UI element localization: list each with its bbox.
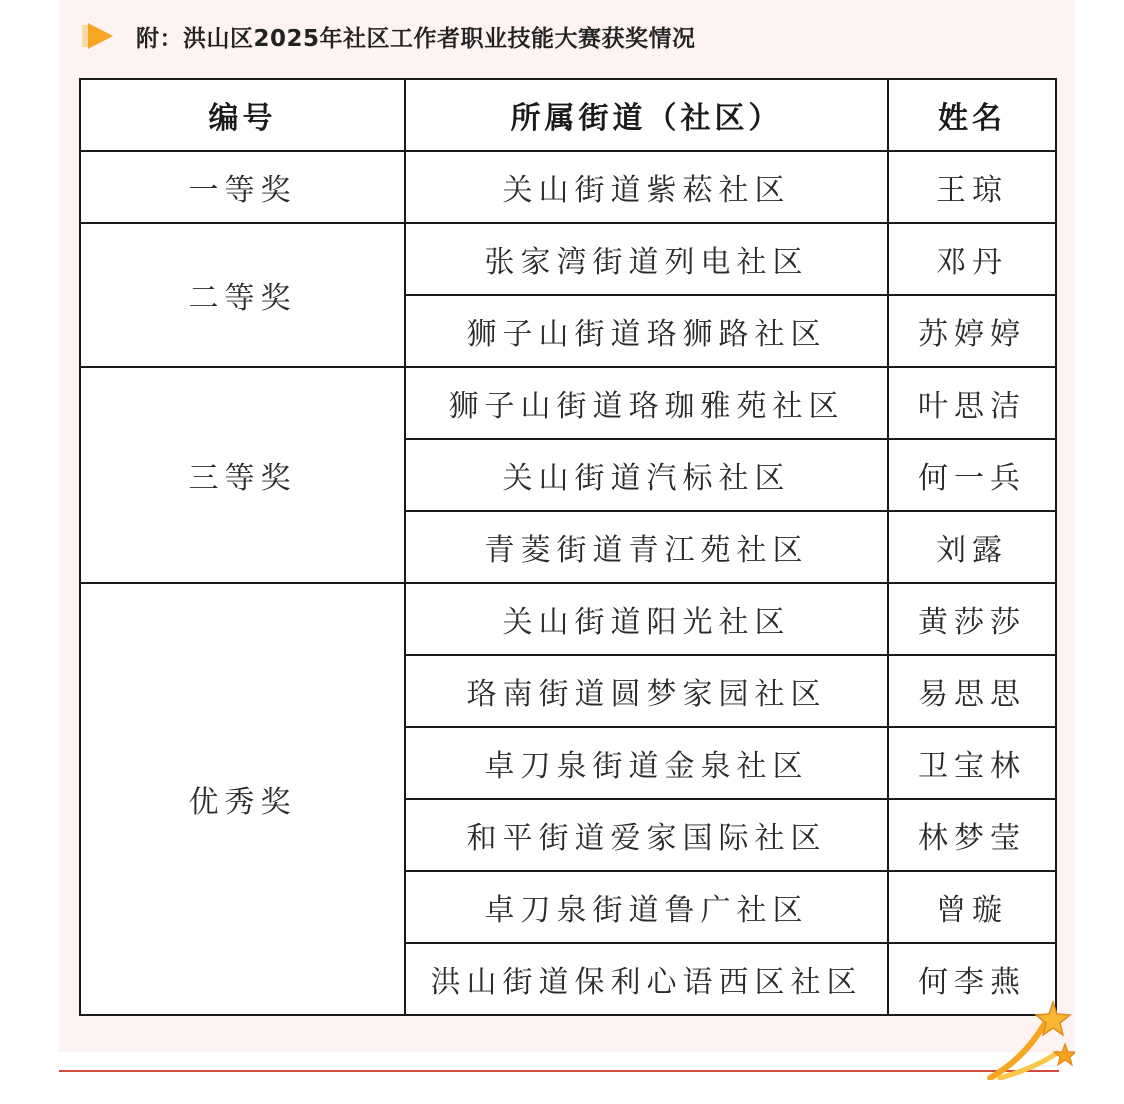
- street-cell: 洪山街道保利心语西区社区: [405, 943, 888, 1015]
- street-cell: 珞南街道圆梦家园社区: [405, 655, 888, 727]
- winner-name-cell: 何一兵: [888, 439, 1056, 511]
- winner-name-cell: 黄莎莎: [888, 583, 1056, 655]
- awards-table: [79, 78, 1057, 1016]
- street-cell: 青菱街道青江苑社区: [405, 511, 888, 583]
- winner-name-cell: 何李燕: [888, 943, 1056, 1015]
- table-row: [80, 151, 1056, 223]
- table-body: [80, 151, 1056, 1015]
- street-cell: 关山街道紫菘社区: [405, 151, 888, 223]
- winner-name-cell: 林梦莹: [888, 799, 1056, 871]
- header-street: 所属街道（社区）: [405, 79, 888, 151]
- winner-name-cell: 曾璇: [888, 871, 1056, 943]
- table-row: [80, 223, 1056, 295]
- award-level-cell: 二等奖: [80, 223, 405, 367]
- street-cell: 关山街道阳光社区: [405, 583, 888, 655]
- winner-name-cell: 卫宝林: [888, 727, 1056, 799]
- street-cell: 狮子山街道珞珈雅苑社区: [405, 367, 888, 439]
- award-level-cell: 一等奖: [80, 151, 405, 223]
- winner-name-cell: 苏婷婷: [888, 295, 1056, 367]
- street-cell: 卓刀泉街道金泉社区: [405, 727, 888, 799]
- header-number: 编号: [80, 79, 405, 151]
- header-name: 姓名: [888, 79, 1056, 151]
- street-cell: 狮子山街道珞狮路社区: [405, 295, 888, 367]
- page-title: 附：洪山区2025年社区工作者职业技能大赛获奖情况: [136, 25, 696, 52]
- street-cell: 卓刀泉街道鲁广社区: [405, 871, 888, 943]
- table-header-row: [80, 79, 1056, 151]
- street-cell: 和平街道爱家国际社区: [405, 799, 888, 871]
- street-cell: 关山街道汽标社区: [405, 439, 888, 511]
- award-level-cell: 三等奖: [80, 367, 405, 583]
- shooting-star-icon: [985, 998, 1075, 1080]
- winner-name-cell: 刘露: [888, 511, 1056, 583]
- winner-name-cell: 易思思: [888, 655, 1056, 727]
- winner-name-cell: 邓丹: [888, 223, 1056, 295]
- section-heading: [80, 16, 696, 56]
- bottom-divider: [59, 1070, 1059, 1072]
- street-cell: 张家湾街道列电社区: [405, 223, 888, 295]
- table-row: [80, 583, 1056, 655]
- winner-name-cell: 叶思洁: [888, 367, 1056, 439]
- table-row: [80, 367, 1056, 439]
- award-level-cell: 优秀奖: [80, 583, 405, 1015]
- winner-name-cell: 王琼: [888, 151, 1056, 223]
- play-arrow-icon: [80, 22, 116, 50]
